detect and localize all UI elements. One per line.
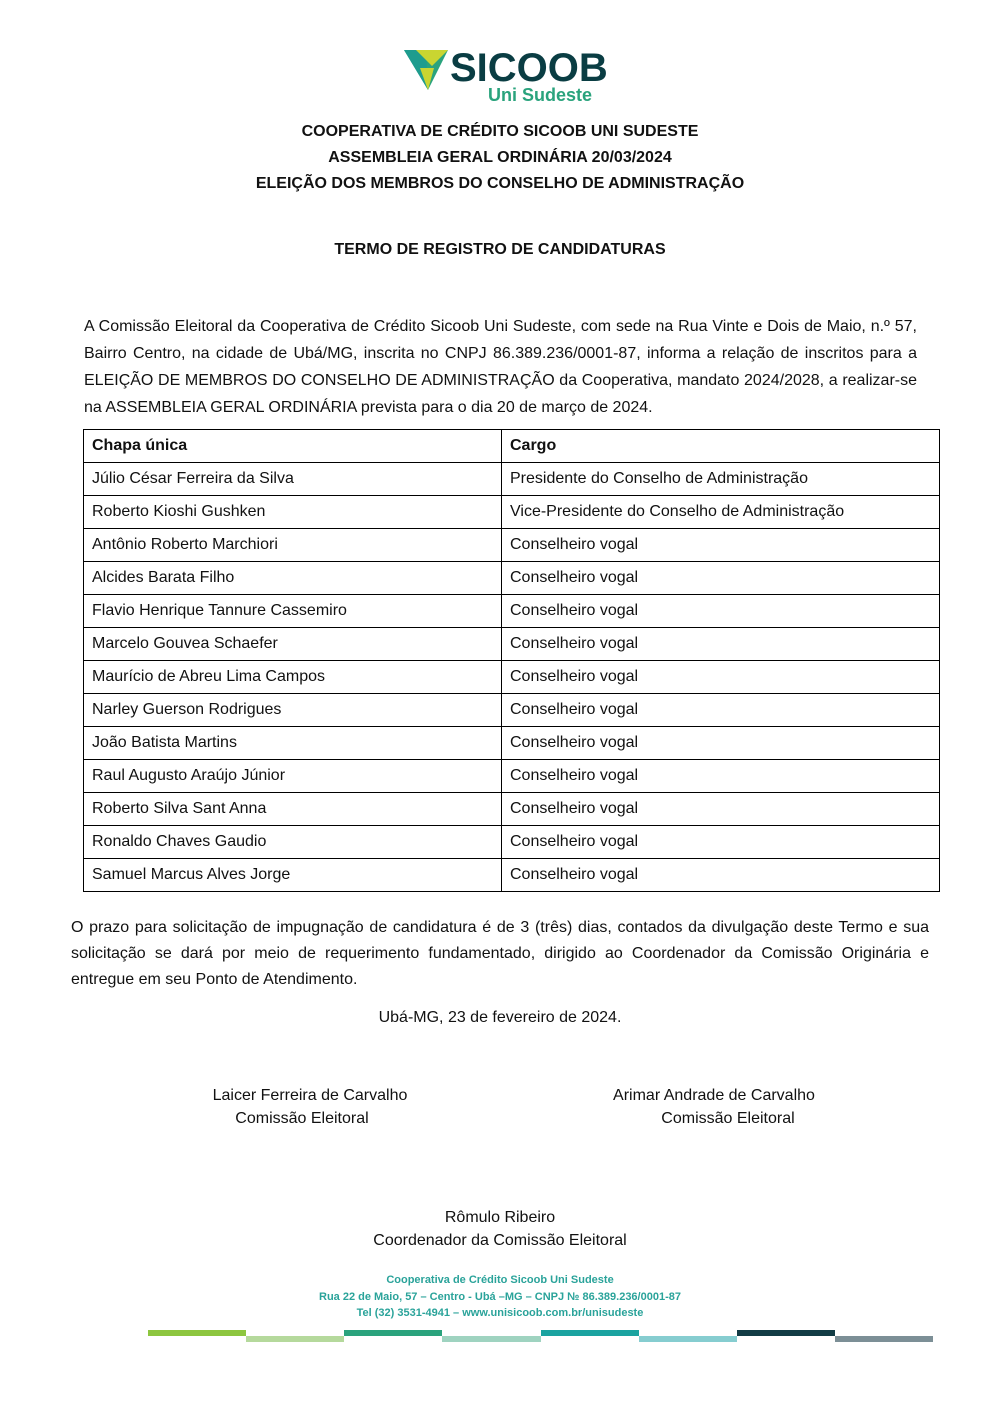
candidate-role: Conselheiro vogal <box>502 595 940 628</box>
table-header-row <box>84 430 940 463</box>
table-row <box>84 562 940 595</box>
table-row <box>84 661 940 694</box>
candidate-role: Conselheiro vogal <box>502 859 940 892</box>
footer-contact: Tel (32) 3531-4941 – www.unisicoob.com.br/unisudeste <box>356 1307 644 1319</box>
candidate-name: Alcides Barata Filho <box>84 562 502 595</box>
color-bar-segment <box>148 1330 246 1336</box>
signatory-role: Coordenador da Comissão Eleitoral <box>373 1232 627 1249</box>
signatory-name: Arimar Andrade de Carvalho <box>613 1087 815 1104</box>
color-bar-segment <box>442 1336 540 1342</box>
signatory-name: Rômulo Ribeiro <box>444 1209 556 1226</box>
candidate-role: Conselheiro vogal <box>502 826 940 859</box>
candidate-name: Flavio Henrique Tannure Cassemiro <box>84 595 502 628</box>
color-bar-segment <box>246 1336 344 1342</box>
footer-color-bar <box>148 1330 933 1342</box>
candidate-role: Presidente do Conselho de Administração <box>502 463 940 496</box>
candidate-role: Conselheiro vogal <box>502 793 940 826</box>
header-assembly: ASSEMBLEIA GERAL ORDINÁRIA 20/03/2024 <box>328 149 672 166</box>
footer-company: Cooperativa de Crédito Sicoob Uni Sudeste <box>386 1274 614 1286</box>
sicoob-logo <box>404 44 608 108</box>
logo-wordmark: SICOOB <box>450 46 608 90</box>
table-row <box>84 826 940 859</box>
column-header-chapa: Chapa única <box>84 430 502 463</box>
color-bar-segment <box>835 1336 933 1342</box>
term-title: TERMO DE REGISTRO DE CANDIDATURAS <box>334 241 666 258</box>
candidate-name: Raul Augusto Araújo Júnior <box>84 760 502 793</box>
intro-paragraph: A Comissão Eleitoral da Cooperativa de Crédito Sicoob Uni Sudeste, com sede na Rua Vinte e Dois de Maio, n.º 57, Bairro Centro, na cidade de Ubá/MG, inscrita no CNPJ 86.389.236/0001-87, informa a relação de inscritos para a ELEIÇÃO DE MEMBROS DO CONSELHO DE ADMINISTRAÇÃO da Cooperativa, mandato 2024/2028, a realizar-se na ASSEMBLEIA GERAL ORDINÁRIA prevista para o dia 20 de março de 2024. <box>84 318 917 416</box>
candidate-name: Maurício de Abreu Lima Campos <box>84 661 502 694</box>
candidate-role: Vice-Presidente do Conselho de Administração <box>502 496 940 529</box>
candidate-role: Conselheiro vogal <box>502 562 940 595</box>
signature-block-coordinator <box>350 1206 650 1252</box>
candidate-name: Antônio Roberto Marchiori <box>84 529 502 562</box>
header-cooperative: COOPERATIVA DE CRÉDITO SICOOB UNI SUDESTE <box>301 123 699 140</box>
candidate-role: Conselheiro vogal <box>502 694 940 727</box>
table-row <box>84 727 940 760</box>
impugnation-paragraph: O prazo para solicitação de impugnação de candidatura é de 3 (três) dias, contados da divulgação deste Termo e sua solicitação se dará por meio de requerimento fundamentado, dirigido ao Coordenador da Comissão Originária e entregue em seu Ponto de Atendimento. <box>71 919 929 988</box>
sicoob-logo-icon <box>404 46 450 92</box>
color-bar-segment <box>344 1330 442 1336</box>
table-row <box>84 463 940 496</box>
logo-subtitle: Uni Sudeste <box>488 85 593 105</box>
candidate-name: Roberto Silva Sant Anna <box>84 793 502 826</box>
signatory-role: Comissão Eleitoral <box>235 1110 369 1127</box>
candidate-name: Roberto Kioshi Gushken <box>84 496 502 529</box>
candidate-name: Ronaldo Chaves Gaudio <box>84 826 502 859</box>
color-bar-segment <box>541 1330 639 1336</box>
candidate-name: Júlio César Ferreira da Silva <box>84 463 502 496</box>
candidate-role: Conselheiro vogal <box>502 727 940 760</box>
candidate-role: Conselheiro vogal <box>502 760 940 793</box>
table-row <box>84 595 940 628</box>
footer-address: Rua 22 de Maio, 57 – Centro - Ubá –MG – CNPJ № 86.389.236/0001-87 <box>319 1291 681 1303</box>
table-row <box>84 628 940 661</box>
candidate-name: Marcelo Gouvea Schaefer <box>84 628 502 661</box>
candidate-name: Samuel Marcus Alves Jorge <box>84 859 502 892</box>
table-row <box>84 694 940 727</box>
header-election: ELEIÇÃO DOS MEMBROS DO CONSELHO DE ADMINISTRAÇÃO <box>255 175 745 192</box>
table-row <box>84 760 940 793</box>
table-row <box>84 496 940 529</box>
candidate-name: Narley Guerson Rodrigues <box>84 694 502 727</box>
signature-block <box>594 1084 834 1130</box>
candidate-name: João Batista Martins <box>84 727 502 760</box>
color-bar-segment <box>737 1330 835 1336</box>
candidate-role: Conselheiro vogal <box>502 529 940 562</box>
column-header-cargo: Cargo <box>502 430 940 463</box>
table-row <box>84 529 940 562</box>
signatory-role: Comissão Eleitoral <box>661 1110 795 1127</box>
color-bar-segment <box>639 1336 737 1342</box>
signatory-name: Laicer Ferreira de Carvalho <box>212 1087 408 1104</box>
candidates-table <box>83 429 940 892</box>
candidate-role: Conselheiro vogal <box>502 661 940 694</box>
candidate-role: Conselheiro vogal <box>502 628 940 661</box>
document-date: Ubá-MG, 23 de fevereiro de 2024. <box>378 1009 622 1026</box>
table-row <box>84 859 940 892</box>
signature-block <box>190 1084 430 1130</box>
table-row <box>84 793 940 826</box>
